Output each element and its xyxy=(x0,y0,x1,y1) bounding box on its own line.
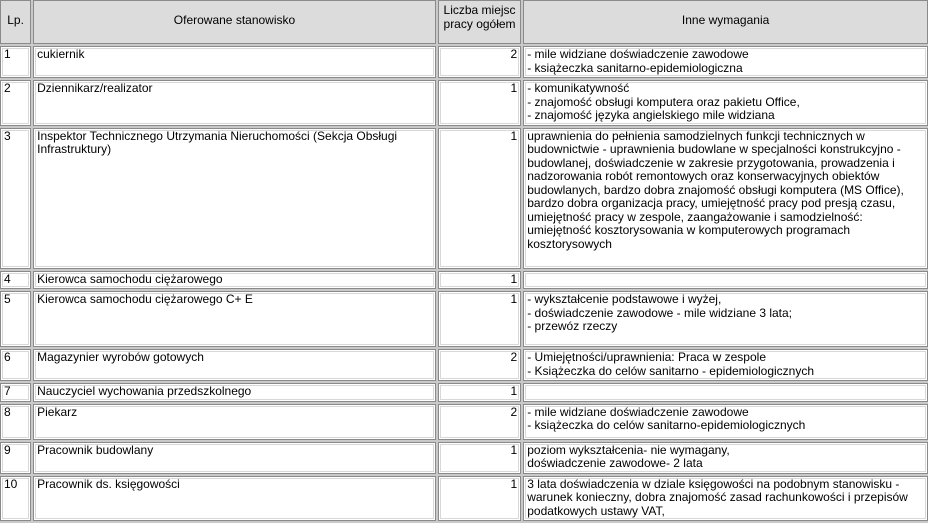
table-header-row xyxy=(0,0,928,44)
cell-lp: 4 xyxy=(0,271,31,290)
cell-count: 1 xyxy=(438,476,521,522)
cell-lp: 9 xyxy=(0,442,31,474)
requirement-line: - książeczka do celów sanitarno-epidemiologicznych xyxy=(527,418,806,432)
cell-position: Magazynier wyrobów gotowych xyxy=(33,349,436,381)
table-row xyxy=(0,128,928,269)
cell-requirements xyxy=(523,383,928,402)
table-row xyxy=(0,404,928,440)
cell-requirements xyxy=(523,349,928,381)
requirement-line: - wykształcenie podstawowe i wyżej, xyxy=(527,292,722,306)
cell-lp: 10 xyxy=(0,476,31,522)
header-position: Oferowane stanowisko xyxy=(33,0,436,44)
requirement-line: - mile widziane doświadczenie zawodowe xyxy=(527,404,749,419)
cell-lp: 3 xyxy=(0,128,31,269)
cell-lp: 8 xyxy=(0,404,31,440)
cell-count: 1 xyxy=(438,80,521,126)
table-body xyxy=(0,46,928,521)
table-row xyxy=(0,46,928,78)
requirement-line: - Umiejętności/uprawnienia: Praca w zespole xyxy=(527,350,766,364)
requirement-line: 3 lata doświadczenia w dziale księgowości na podobnym stanowisku - warunek konieczny, dobra znajomość zasad rachunkowości i przepisów podatkowych ustawy VAT, xyxy=(527,476,908,518)
cell-position: Pracownik ds. księgowości xyxy=(33,476,436,522)
cell-lp: 5 xyxy=(0,291,31,347)
cell-position: Kierowca samochodu ciężarowego C+ E xyxy=(33,291,436,347)
cell-requirements xyxy=(523,46,928,78)
requirement-line: doświadczenie zawodowe- 2 lata xyxy=(527,456,703,470)
cell-requirements xyxy=(523,128,928,269)
cell-requirements xyxy=(523,291,928,347)
cell-lp: 1 xyxy=(0,46,31,78)
cell-position: Piekarz xyxy=(33,404,436,440)
cell-count: 2 xyxy=(438,349,521,381)
table-row xyxy=(0,476,928,522)
header-count: Liczba miejsc pracy ogółem xyxy=(438,0,521,44)
requirement-line: - komunikatywność xyxy=(527,81,630,95)
requirement-line: poziom wykształcenia- nie wymagany, xyxy=(527,442,730,457)
table-row xyxy=(0,349,928,381)
cell-requirements xyxy=(523,404,928,440)
cell-requirements xyxy=(523,476,928,522)
requirement-line: uprawnienia do pełnienia samodzielnych funkcji technicznych w budownictwie - uprawnienia budowlane w specjalności konstrukcyjno - budowlanej, doświadczenie w zakresie przygotowania, prowadzenia i nadzorowania robót remontowych oraz konserwacyjnych obiektów budowlanych, bardzo dobra znajomość obsługi komputera (MS Office), bardzo dobra organizacja pracy, umiejętność pracy pod presją czasu, umiejętność pracy w zespole, zaangażowanie i samodzielność: umiejętność kosztorysowania w komputerowych programach kosztorysowych xyxy=(527,128,904,251)
cell-count: 1 xyxy=(438,271,521,290)
cell-count: 1 xyxy=(438,383,521,402)
cell-lp: 2 xyxy=(0,80,31,126)
cell-requirements xyxy=(523,271,928,290)
cell-position: Dziennikarz/realizator xyxy=(33,80,436,126)
cell-lp: 7 xyxy=(0,383,31,402)
cell-position: Kierowca samochodu ciężarowego xyxy=(33,271,436,290)
requirement-line: - znajomość obsługi komputera oraz pakietu Office, xyxy=(527,94,800,109)
cell-requirements xyxy=(523,442,928,474)
cell-count: 1 xyxy=(438,128,521,269)
cell-lp: 6 xyxy=(0,349,31,381)
header-requirements: Inne wymagania xyxy=(523,0,928,44)
cell-position: Pracownik budowlany xyxy=(33,442,436,474)
cell-position: Nauczyciel wychowania przedszkolnego xyxy=(33,383,436,402)
requirement-line: - doświadczenie zawodowe - mile widziane 3 lata; xyxy=(527,305,793,320)
table-row xyxy=(0,80,928,126)
table-row xyxy=(0,271,928,290)
table-row xyxy=(0,383,928,402)
cell-count: 2 xyxy=(438,46,521,78)
requirement-line: - mile widziane doświadczenie zawodowe xyxy=(527,47,749,61)
header-lp: Lp. xyxy=(0,0,31,44)
cell-position: Inspektor Technicznego Utrzymania Nieruchomości (Sekcja Obsługi Infrastruktury) xyxy=(33,128,436,269)
requirement-line: - przewóz rzeczy xyxy=(527,319,618,333)
table-row xyxy=(0,291,928,347)
cell-count: 1 xyxy=(438,291,521,347)
cell-requirements xyxy=(523,80,928,126)
cell-count: 1 xyxy=(438,442,521,474)
requirement-line: - znajomość języka angielskiego mile widziana xyxy=(527,108,775,122)
requirement-line: - Książeczka do celów sanitarno - epidemiologicznych xyxy=(527,363,815,378)
requirement-line: - książeczka sanitarno-epidemiologiczna xyxy=(527,60,743,75)
table-row xyxy=(0,442,928,474)
cell-position: cukiernik xyxy=(33,46,436,78)
cell-count: 2 xyxy=(438,404,521,440)
